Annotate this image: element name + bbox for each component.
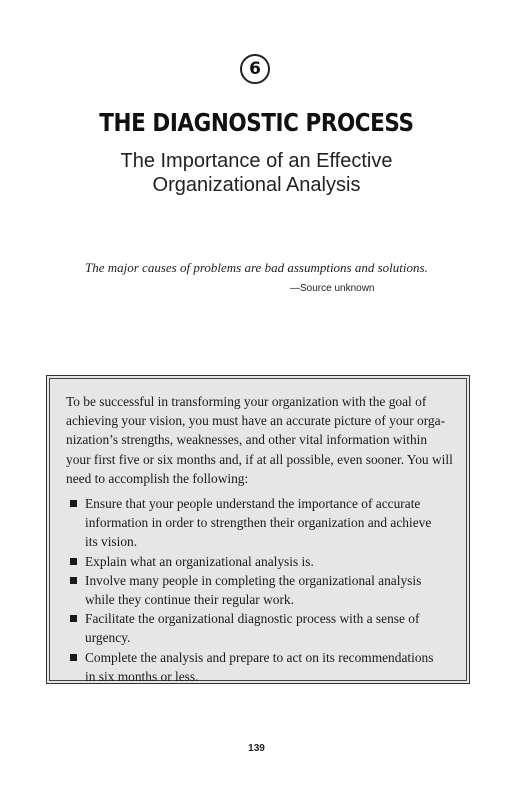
- square-bullet-icon: [70, 500, 77, 507]
- bullet-line: Involve many people in completing the organizational analysis: [85, 572, 422, 588]
- intro-line: achieving your vision, you must have an accurate picture of your orga-: [66, 413, 446, 429]
- chapter-number-badge: [240, 54, 270, 84]
- epigraph-attribution: —Source unknown: [290, 283, 375, 294]
- summary-box-content: [66, 392, 456, 686]
- bullet-item: [66, 494, 456, 552]
- square-bullet-icon: [70, 615, 77, 622]
- bullet-item: [66, 609, 456, 647]
- bullet-line: Ensure that your people understand the importance of accurate: [85, 496, 421, 512]
- bullet-line: urgency.: [85, 630, 131, 646]
- bullet-item: [66, 571, 456, 609]
- intro-paragraph: [66, 392, 456, 488]
- bullet-line: while they continue their regular work.: [85, 592, 294, 608]
- square-bullet-icon: [70, 654, 77, 661]
- bullet-line: in six months or less.: [85, 668, 199, 684]
- intro-line: your first five or six months and, if at all possible, even sooner. You will: [66, 451, 453, 467]
- bullet-line: Explain what an organizational analysis is.: [85, 553, 314, 569]
- bullet-line: its vision.: [85, 534, 138, 550]
- intro-line: nization’s strengths, weaknesses, and other vital information within: [66, 432, 428, 448]
- page-number: 139: [248, 743, 265, 754]
- bullet-line: Complete the analysis and prepare to act on its recommendations: [85, 649, 434, 665]
- square-bullet-icon: [70, 558, 77, 565]
- bullet-line: Facilitate the organizational diagnostic process with a sense of: [85, 611, 420, 627]
- square-bullet-icon: [70, 577, 77, 584]
- epigraph-quote: The major causes of problems are bad assumptions and solutions.: [85, 260, 428, 275]
- subtitle-line-2: Organizational Analysis: [152, 174, 361, 196]
- bullet-list: [66, 494, 456, 686]
- bullet-item: [66, 648, 456, 686]
- chapter-subtitle: [0, 149, 513, 197]
- intro-line: To be successful in transforming your organization with the goal of: [66, 394, 427, 409]
- subtitle-line-1: The Importance of an Effective: [120, 150, 393, 172]
- chapter-number: 6: [249, 59, 261, 79]
- bullet-line: information in order to strengthen their organization and achieve: [85, 515, 432, 531]
- chapter-title: THE DIAGNOSTIC PROCESS: [99, 108, 414, 137]
- intro-line: need to accomplish the following:: [66, 470, 249, 486]
- bullet-item: [66, 552, 456, 571]
